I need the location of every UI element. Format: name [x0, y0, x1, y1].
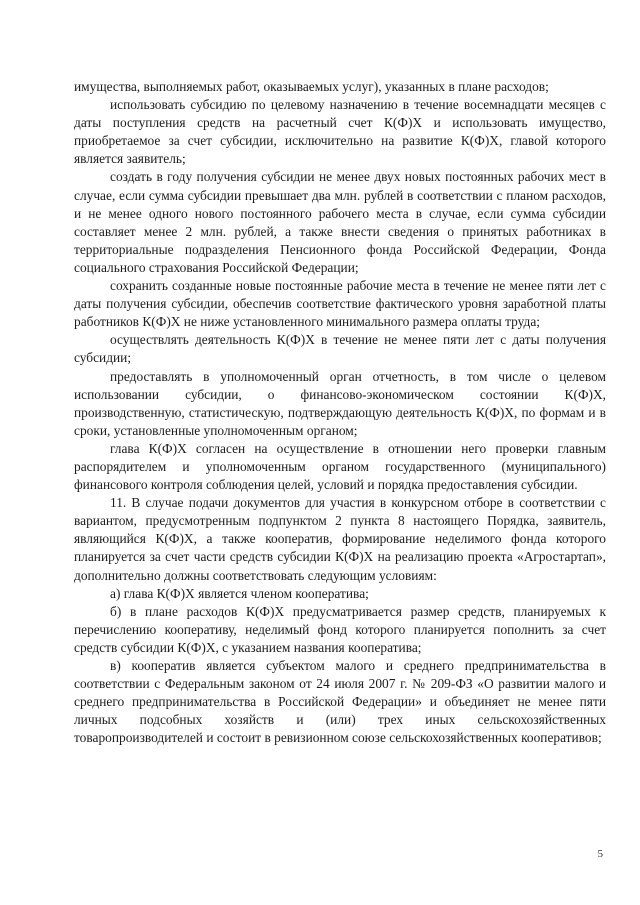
paragraph-reporting: предоставлять в уполномоченный орган отчетность, в том числе о целевом использовании субсидии, о финансово-экономическом состоянии К(Ф)Х, производственную, статистическую, подтверждающую деятельность К(Ф)Х, по формам и в сроки, установленные уполномоченным органом; — [74, 368, 606, 438]
page-number: 5 — [597, 848, 603, 860]
paragraph-create-jobs: создать в году получения субсидии не менее двух новых постоянных рабочих мест в случае, если сумма субсидии превышает два млн. рублей в соответствии с планом расходов, и не менее одного нового постоянного рабочего места в случае, если сумма субсидии составляет менее 2 млн. рублей, а также внести сведения о принятых работниках в территориальные подразделения Пенсионного фонда Российской Федерации, Фонда социального страхования Российской Федерации; — [74, 169, 606, 275]
paragraph-item-11: 11. В случае подачи документов для участия в конкурсном отборе в соответствии с вариантом, предусмотренным подпунктом 2 пункта 8 настоящего Порядка, заявитель, являющийся К(Ф)Х, а также кооператив, формирование неделимого фонда которого планируется за счет части средств субсидии К(Ф)Х на реализацию проекта «Агростартап», дополнительно должны соответствовать следующим условиям: — [74, 495, 606, 583]
paragraph-keep-jobs: сохранить созданные новые постоянные рабочие места в течение не менее пяти лет с даты получения субсидии, обеспечив соответствие фактического уровня заработной платы работников К(Ф)Х не ниже установленного минимального размера оплаты труда; — [74, 278, 606, 330]
paragraph-condition-c: в) кооператив является субъектом малого и среднего предпринимательства в соответствии с Федеральным законом от 24 июля 2007 г. № 209-ФЗ «О развитии малого и среднего предпринимательства в Российской Федерации» и объединяет не менее пяти личных подсобных хозяйств и (или) трех иных сельскохозяйственных товаропроизводителей и состоит в ревизионном союзе сельскохозяйственных кооперативов; — [74, 658, 606, 746]
paragraph-condition-b: б) в плане расходов К(Ф)Х предусматривается размер средств, планируемых к перечислению кооперативу, неделимый фонд которого планируется пополнить за счет средств субсидии К(Ф)Х, с указанием названия кооператива; — [74, 603, 606, 655]
paragraph-continuation: имущества, выполняемых работ, оказываемых услуг), указанных в плане расходов; — [74, 79, 549, 94]
paragraph-activity-period: осуществлять деятельность К(Ф)Х в течение не менее пяти лет с даты получения субсидии; — [74, 332, 606, 366]
document-body — [74, 78, 606, 747]
paragraph-use-subsidy: использовать субсидию по целевому назначению в течение восемнадцати месяцев с даты поступления средств на расчетный счет К(Ф)Х и использовать имущество, приобретаемое за счет субсидии, исключительно на развитие К(Ф)Х, главой которого является заявитель; — [74, 97, 606, 167]
paragraph-inspection-consent: глава К(Ф)Х согласен на осуществление в отношении него проверки главным распорядителем и уполномоченным органом государственного (муниципального) финансового контроля соблюдения целей, условий и порядка предоставления субсидии. — [74, 440, 606, 493]
paragraph-condition-a: а) глава К(Ф)Х является членом кооператива; — [110, 585, 369, 601]
